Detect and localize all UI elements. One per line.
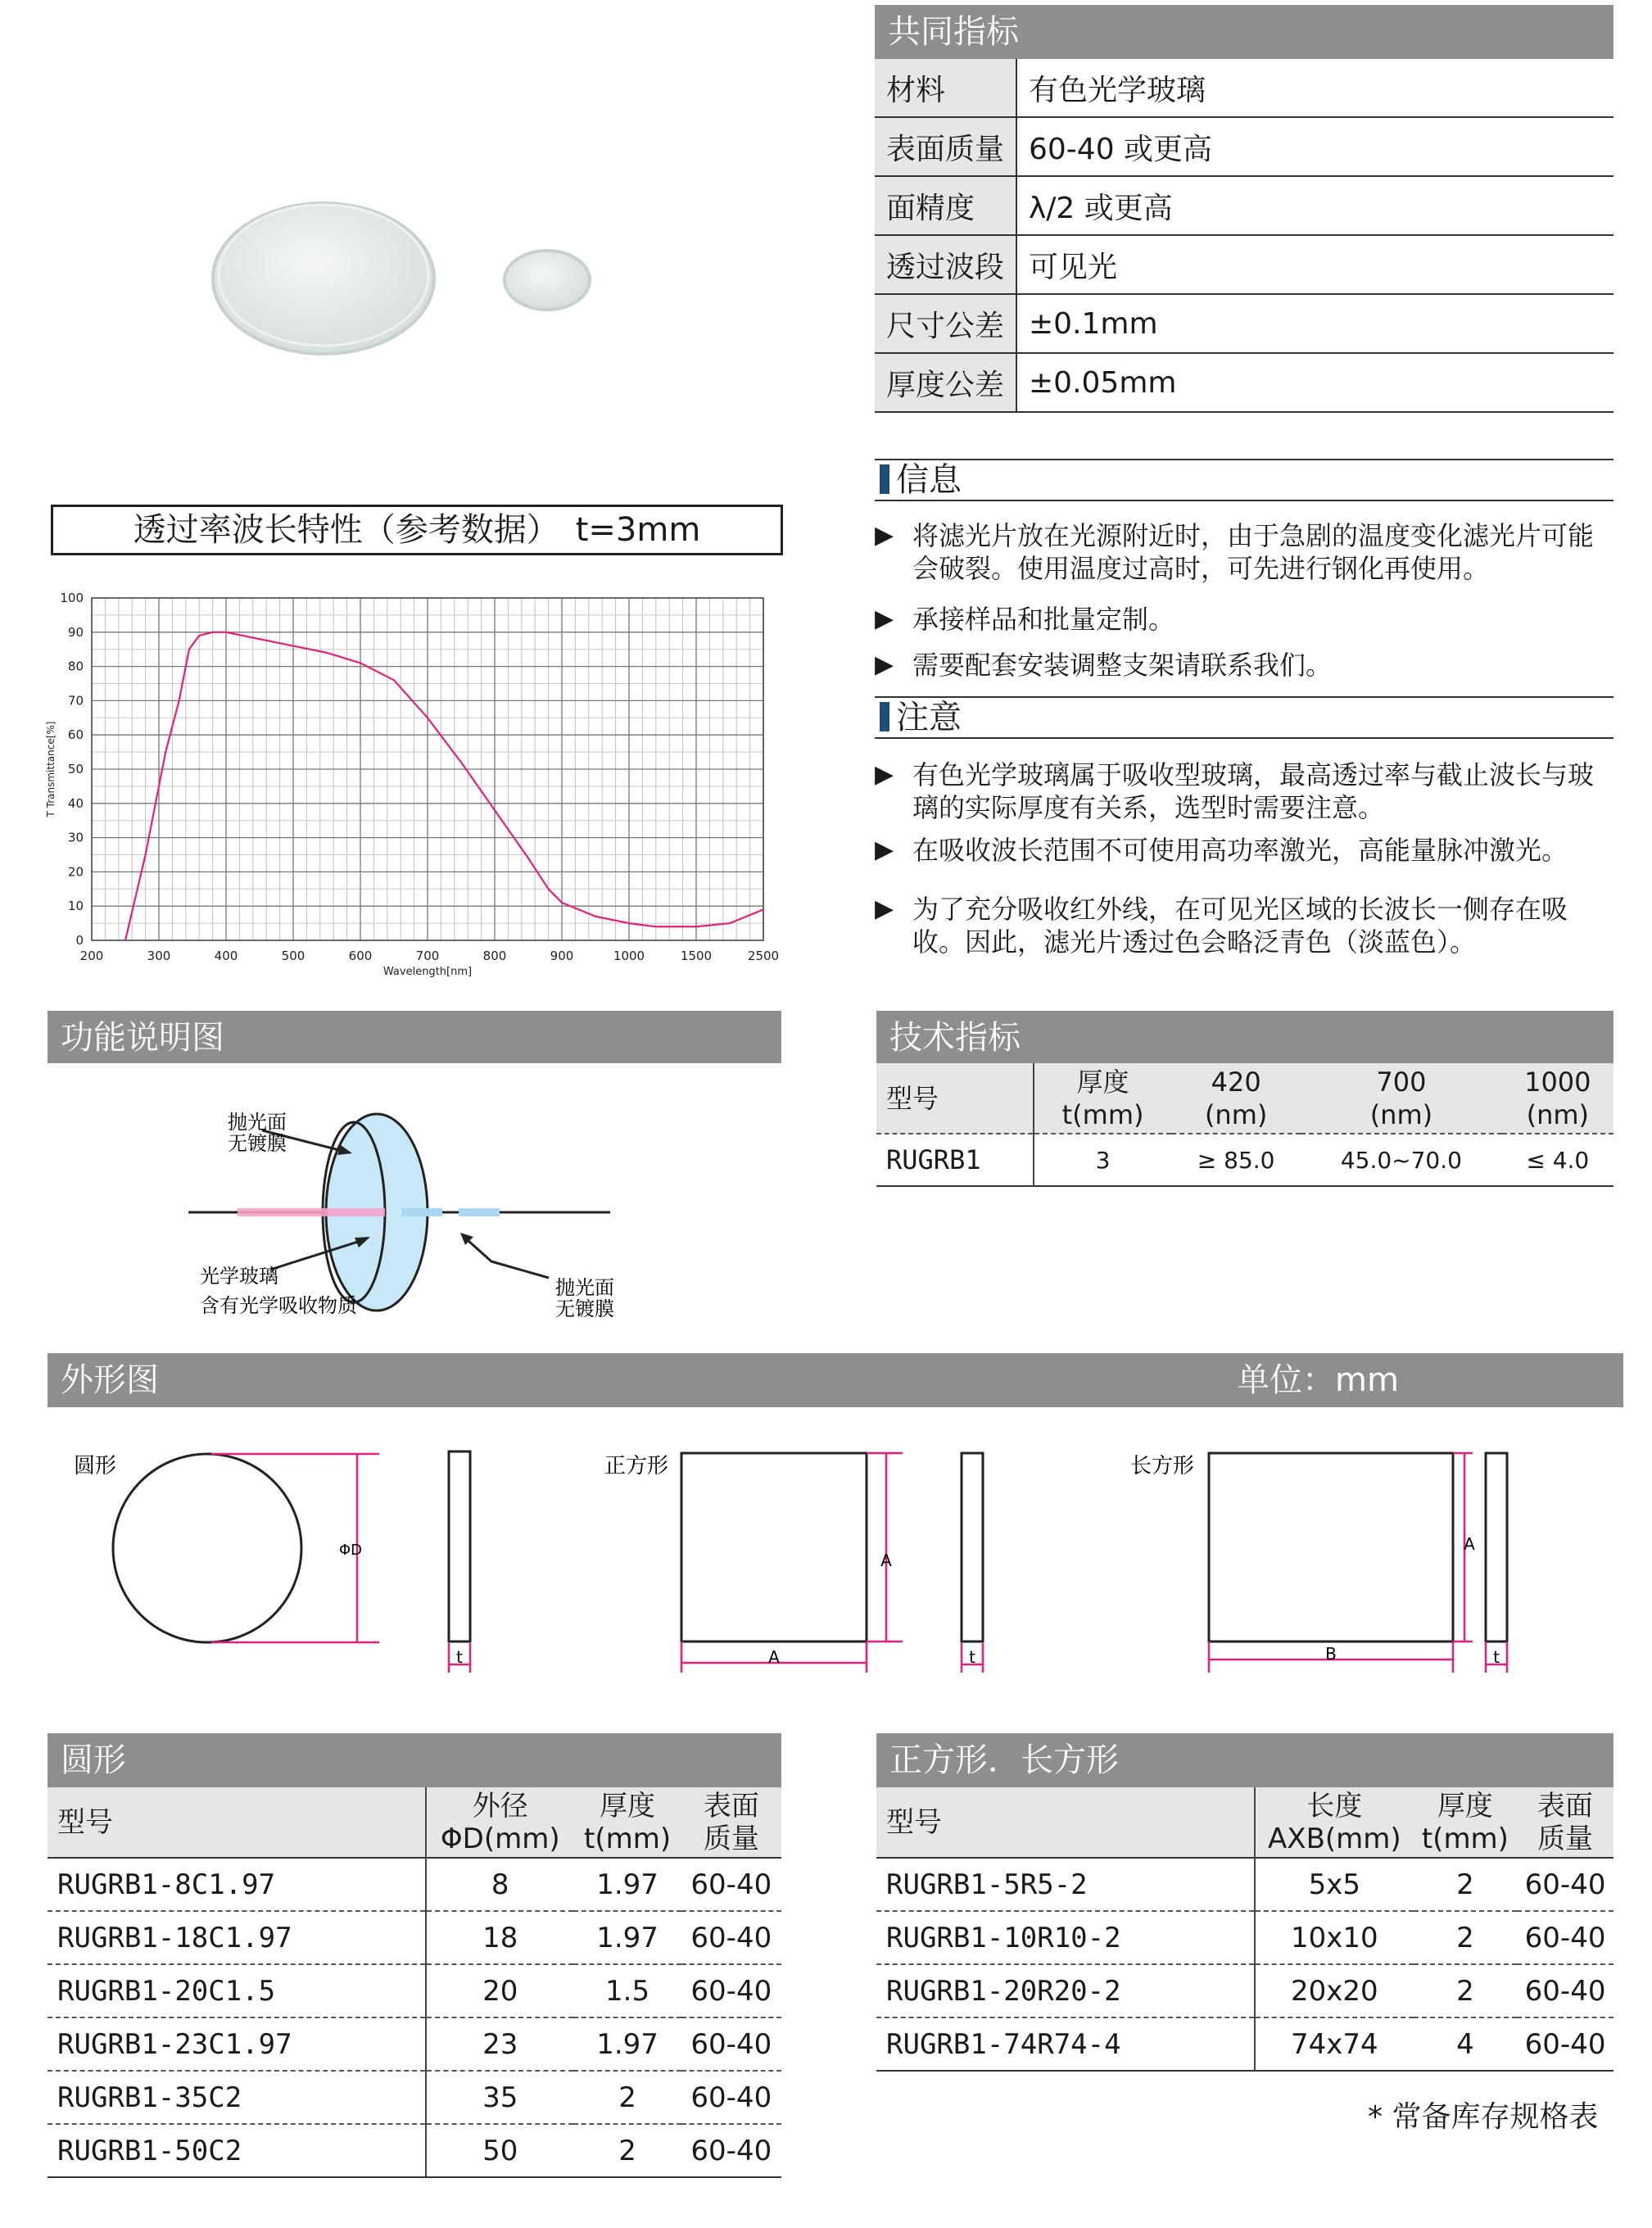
value-cell: 4 [1414,2017,1517,2071]
y-tick-label: 100 [60,591,84,605]
model-cell: RUGRB1-18C1.97 [48,1911,426,1964]
beam-pink [238,1208,385,1216]
model-cell: RUGRB1-10R10-2 [876,1911,1255,1964]
table-row [48,2017,781,2071]
value-cell: 8 [426,1858,573,1911]
value-cell: 2 [1414,1858,1517,1911]
y-tick-label: 70 [67,693,84,709]
bullet-icon: ▶ [875,760,894,789]
bullet-icon: ▶ [875,650,894,679]
value-cell: 60-40 [681,2017,781,2071]
value-cell: 35 [426,2071,573,2124]
value-cell: 60-40 [1517,1858,1614,1911]
spec-row [875,176,1614,235]
value-cell: 10x10 [1255,1911,1414,1964]
x-tick-label: 300 [147,949,171,963]
value-cell: 1.5 [573,1964,681,2017]
model-cell: RUGRB1-20R20-2 [876,1964,1255,2017]
label-polish-3b: 无镀膜 [555,1297,614,1320]
notice-item-2: ▶ 在吸收波长范围不可使用高功率激光，高能量脉冲激光。 [875,835,1568,866]
value-cell: 60-40 [681,1911,781,1964]
value-cell: 1.97 [573,1858,681,1911]
y-tick-label: 30 [67,830,84,845]
outline-unit: 单位：mm [1237,1361,1399,1399]
value-cell: 2 [573,2071,681,2124]
beam-blue-2 [459,1208,500,1216]
model-cell: RUGRB1-50C2 [48,2124,426,2177]
value-cell: 60-40 [681,2124,781,2177]
y-tick-label: 40 [67,795,84,811]
y-tick-label: 10 [67,899,84,914]
value-cell: 60-40 [681,1964,781,2017]
x-tick-label: 800 [482,949,507,963]
round-header: 圆形 [48,1733,781,1787]
spec-key: 厚度公差 [875,353,1016,412]
notice-item-1: ▶ 有色光学玻璃属于吸收型玻璃，最高透过率与截止波长与玻璃的实际厚度有关系，选型时需要注意。 [875,759,1595,823]
common-spec-header: 共同指标 [875,5,1614,59]
dim-a-width: A [768,1647,780,1667]
dim-t-3: t [1493,1647,1500,1667]
value-cell: 60-40 [1517,1964,1614,2017]
function-header: 功能说明图 [48,1011,781,1063]
table-row [48,2071,781,2124]
value-cell: 18 [426,1911,573,1964]
dim-t-2: t [969,1647,975,1667]
value-cell: 23 [426,2017,573,2071]
outline-drawings [48,1425,1623,1696]
info-item-2: ▶ 承接样品和批量定制。 [875,604,1175,635]
tech-col-model: 型号 [876,1063,1034,1134]
y-tick-label: 50 [67,762,84,777]
value-cell: 1.97 [573,1911,681,1964]
spec-value: ±0.05mm [1016,353,1614,412]
value-cell: 60-40 [1517,2017,1614,2071]
bullet-icon: ▶ [875,894,894,923]
model-cell: RUGRB1-20C1.5 [48,1964,426,2017]
value-cell: 60-40 [681,2071,781,2124]
notice-title: 注意 [896,699,962,736]
x-tick-label: 1500 [680,949,713,963]
value-cell: 2 [573,2124,681,2177]
function-diagram [164,1098,655,1343]
table-row [876,2017,1614,2071]
spec-value: 60-40 或更高 [1016,117,1614,176]
table-row [48,1964,781,2017]
dim-a-rect: A [1464,1534,1475,1554]
label-polish-1b: 无镀膜 [228,1132,287,1155]
value-cell: 60-40 [681,1858,781,1911]
label-polish-1a: 抛光面 [228,1111,287,1134]
dim-t-1: t [456,1647,463,1667]
tech-table: 型号 厚度 t(mm) 420 (nm) 700 (nm) 1000 (nm) RUGRB1 3 ≥ 85.0 45.0~70.0 ≤ 4.0 [876,1063,1614,1187]
x-tick-label: 500 [281,949,306,963]
footnote: * 常备库存规格表 [1368,2100,1599,2134]
bullet-icon: ▶ [875,605,894,633]
bullet-icon: ▶ [875,836,894,864]
label-rect: 长方形 [1130,1454,1195,1479]
model-cell: RUGRB1-23C1.97 [48,2017,426,2071]
spec-value: 可见光 [1016,235,1614,294]
y-tick-label: 90 [67,624,84,640]
info-heading [875,459,1614,501]
label-square: 正方形 [604,1454,669,1479]
value-cell: 1.97 [573,2017,681,2071]
y-axis-label: T Transmittance[%] [45,721,57,817]
spec-row [875,117,1614,176]
x-axis-label: Wavelength[nm] [382,966,473,978]
model-cell: RUGRB1-5R5-2 [876,1858,1255,1911]
spec-key: 材料 [875,59,1016,117]
outline-title: 外形图 [61,1361,159,1399]
dim-b: B [1325,1644,1337,1664]
label-glass-a: 光学玻璃 [200,1265,278,1288]
spec-key: 尺寸公差 [875,294,1016,353]
spec-row [875,353,1614,412]
model-cell: RUGRB1-74R74-4 [876,2017,1255,2071]
info-title: 信息 [896,461,962,499]
value-cell: 5x5 [1255,1858,1414,1911]
x-tick-label: 700 [415,949,440,963]
square-table: 型号 长度 AXB(mm) 厚度 t(mm) 表面 质量 RUGRB1-5R5-2 5x5 2 60-40 RUGRB1-10R10-2 10x10 2 60-40 RUGRB1-20R20-2 20x20 2 60-40 RUGRB1-74R74-4 74x74 4 60-40 [876,1787,1614,2072]
notice-marker [880,702,889,731]
notice-heading [875,696,1614,739]
notice-item-3: ▶ 为了充分吸收红外线，在可见光区域的长波长一侧存在吸收。因此，滤光片透过色会略泛青色（淡蓝色）。 [875,894,1568,958]
value-cell: 50 [426,2124,573,2177]
y-tick-label: 20 [67,864,84,880]
y-tick-label: 60 [67,727,84,743]
square-header: 正方形．长方形 [876,1733,1614,1787]
outline-header [48,1353,1623,1407]
model-cell: RUGRB1-35C2 [48,2071,426,2124]
spec-row [875,235,1614,294]
table-row [876,1858,1614,1911]
table-row [876,1964,1614,2017]
table-row: RUGRB1 3 ≥ 85.0 45.0~70.0 ≤ 4.0 [876,1134,1614,1186]
chart-title: 透过率波长特性（参考数据） t=3mm [51,505,783,555]
value-cell: 2 [1414,1964,1517,2017]
common-spec-table [875,59,1614,413]
info-item-3: ▶ 需要配套安装调整支架请联系我们。 [875,650,1333,681]
value-cell: 2 [1414,1911,1517,1964]
table-row [48,1911,781,1964]
label-polish-3a: 抛光面 [555,1276,614,1299]
spec-key: 面精度 [875,176,1016,235]
beam-blue-1 [401,1208,442,1216]
x-tick-label: 400 [214,949,238,963]
dim-d: ΦD [338,1542,363,1559]
dim-a-square: A [880,1551,892,1570]
table-row [48,1858,781,1911]
x-tick-label: 2500 [747,949,780,963]
y-tick-label: 80 [67,659,84,674]
tech-header: 技术指标 [876,1011,1614,1063]
table-row [48,2124,781,2177]
value-cell: 20x20 [1255,1964,1414,2017]
transmittance-chart [33,573,794,983]
label-circle: 圆形 [74,1454,117,1479]
spec-value: 有色光学玻璃 [1016,59,1614,117]
model-cell: RUGRB1-8C1.97 [48,1858,426,1911]
x-tick-label: 200 [79,949,104,963]
value-cell: 74x74 [1255,2017,1414,2071]
x-tick-label: 900 [550,949,574,963]
value-cell: 20 [426,1964,573,2017]
value-cell: 60-40 [1517,1911,1614,1964]
y-tick-label: 0 [75,933,84,948]
info-marker [880,464,889,494]
spec-row [875,59,1614,117]
product-photo [164,147,622,393]
spec-value: λ/2 或更高 [1016,176,1614,235]
label-glass-b: 含有光学吸收物质 [200,1294,357,1317]
info-item-1: ▶ 将滤光片放在光源附近时，由于急剧的温度变化滤光片可能会破裂。使用温度过高时，可先进行钢化再使用。 [875,520,1595,584]
spec-row [875,294,1614,353]
bullet-icon: ▶ [875,521,894,550]
spec-value: ±0.1mm [1016,294,1614,353]
x-tick-label: 1000 [613,949,645,963]
round-table: 型号 外径 ΦD(mm) 厚度 t(mm) 表面 质量 RUGRB1-8C1.97 8 1.97 60-40 RUGRB1-18C1.97 18 1.97 60-40 RUGRB1-20C1.5 20 1.5 60-40 RUGRB1-23C1.97 23 1.97 60-40 RUGRB1-35C2 35 2 60-40 RUGRB1-50C2 50 2 60-40 [48,1787,781,2178]
spec-key: 表面质量 [875,117,1016,176]
spec-key: 透过波段 [875,235,1016,294]
x-tick-label: 600 [348,949,373,963]
table-row [876,1911,1614,1964]
